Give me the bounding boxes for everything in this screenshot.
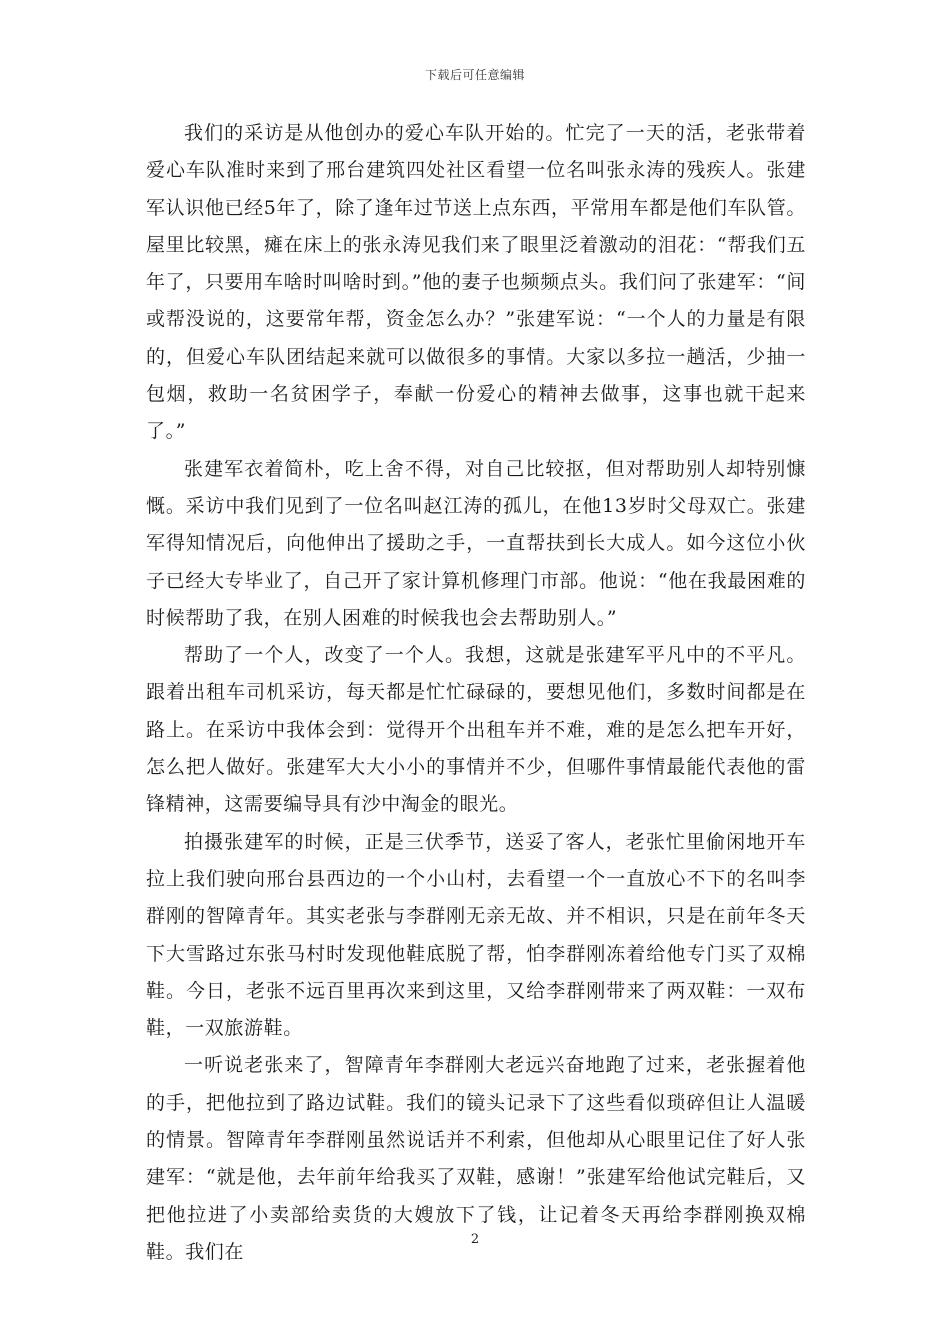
page-number: 2 xyxy=(470,1232,480,1247)
paragraph-2: 张建军衣着简朴，吃上舍不得，对自己比较抠，但对帮助别人却特别慷慨。采访中我们见到了一位名叫赵江涛的孤儿，在他13岁时父母双亡。张建军得知情况后，向他伸出了援助之手，一直帮扶到长大成人。如今这位小伙子已经大专毕业了，自己开了家计算机修理门市部。他说：“他在我最困难的时候帮助了我，在别人困难的时候我也会去帮助别人。” xyxy=(146,457,806,629)
paragraph-5: 一听说老张来了，智障青年李群刚大老远兴奋地跑了过来，老张握着他的手，把他拉到了路边试鞋。我们的镜头记录下了这些看似琐碎但让人温暖的情景。智障青年李群刚虽然说话并不利索，但他却从心眼里记住了好人张建军：“就是他，去年前年给我买了双鞋，感谢！”张建军给他试完鞋后，又把他拉进了小卖部给卖货的大嫂放下了钱，让记着冬天再给李群刚换双棉鞋。我们在 xyxy=(146,1054,806,1263)
page-header: 下载后可任意编辑 xyxy=(424,68,525,82)
paragraph-3: 帮助了一个人，改变了一个人。我想，这就是张建军平凡中的不平凡。跟着出租车司机采访，每天都是忙忙碌碌的，要想见他们，多数时间都是在路上。在采访中我体会到：觉得开个出租车并不难，难的是怎么把车开好，怎么把人做好。张建军大大小小的事情并不少，但哪件事情最能代表他的雷锋精神，这需要编导具有沙中淘金的眼光。 xyxy=(146,644,806,816)
document-body xyxy=(146,115,806,1271)
paragraph-1: 我们的采访是从他创办的爱心车队开始的。忙完了一天的活，老张带着爱心车队准时来到了邢台建筑四处社区看望一位名叫张永涛的残疾人。张建军认识他已经5年了，除了逢年过节送上点东西，平常用车都是他们车队管。屋里比较黑，瘫在床上的张永涛见我们来了眼里泛着激动的泪花：“帮我们五年了，只要用车啥时叫啥时到。”他的妻子也频频点头。我们问了张建军：“间或帮没说的，这要常年帮，资金怎么办？”张建军说：“一个人的力量是有限的，但爱心车队团结起来就可以做很多的事情。大家以多拉一趟活，少抽一包烟，救助一名贫困学子，奉献一份爱心的精神去做事，这事也就干起来了。” xyxy=(146,122,806,443)
paragraph-4: 拍摄张建军的时候，正是三伏季节，送妥了客人，老张忙里偷闲地开车拉上我们驶向邢台县西边的一个小山村，去看望一个一直放心不下的名叫李群刚的智障青年。其实老张与李群刚无亲无故、并不相识，只是在前年冬天下大雪路过东张马村时发现他鞋底脱了帮，怕李群刚冻着给他专门买了双棉鞋。今日，老张不远百里再次来到这里，又给李群刚带来了两双鞋：一双布鞋，一双旅游鞋。 xyxy=(146,830,806,1040)
